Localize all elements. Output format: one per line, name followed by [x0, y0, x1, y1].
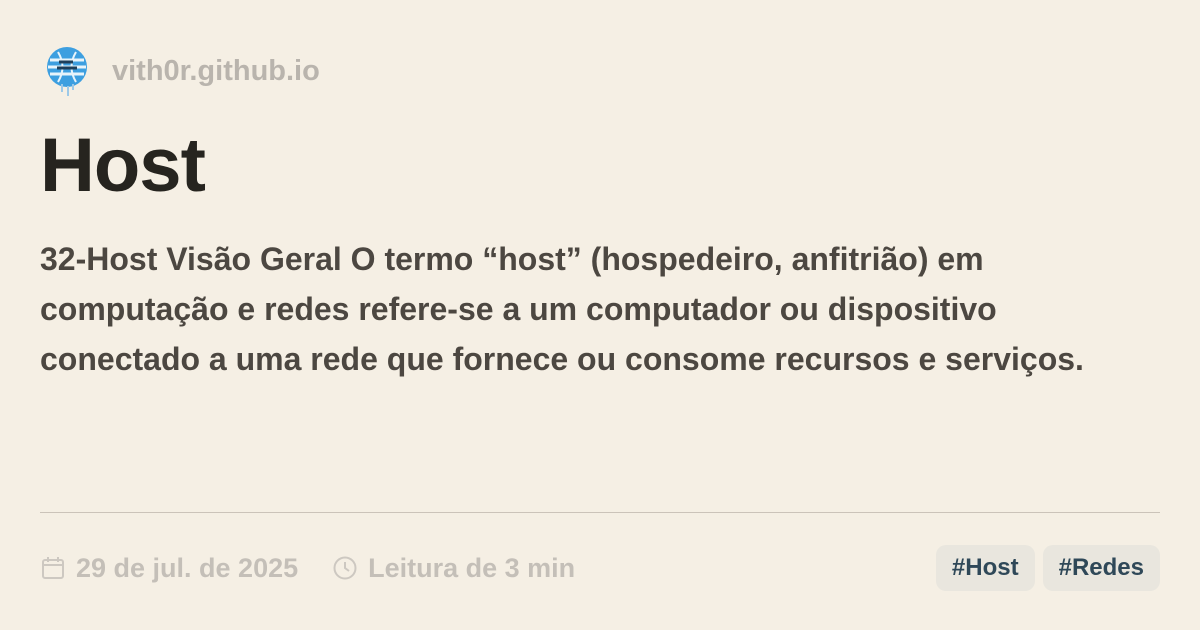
site-header[interactable] — [40, 44, 320, 98]
divider — [40, 512, 1160, 513]
reading-time — [332, 553, 575, 584]
tag-redes[interactable]: #Redes — [1043, 545, 1160, 591]
site-name: vith0r.github.io — [112, 54, 320, 87]
globe-logo-icon — [40, 44, 94, 98]
reading-time-text: Leitura de 3 min — [368, 552, 576, 583]
post-date-text: 29 de jul. de 2025 — [76, 552, 299, 583]
tag-host[interactable]: #Host — [936, 545, 1035, 591]
post-title: Host — [40, 123, 205, 208]
tag-list — [928, 545, 1160, 591]
post-meta — [40, 548, 575, 588]
clock-icon — [332, 555, 358, 581]
post-date — [40, 553, 298, 584]
post-summary: 32-Host Visão Geral O termo “host” (hospedeiro, anfitrião) em computação e redes refere-se a um computador ou dispositivo conectado a uma rede que fornece ou consome recursos e serviços. — [40, 241, 1084, 377]
calendar-icon — [40, 555, 66, 581]
